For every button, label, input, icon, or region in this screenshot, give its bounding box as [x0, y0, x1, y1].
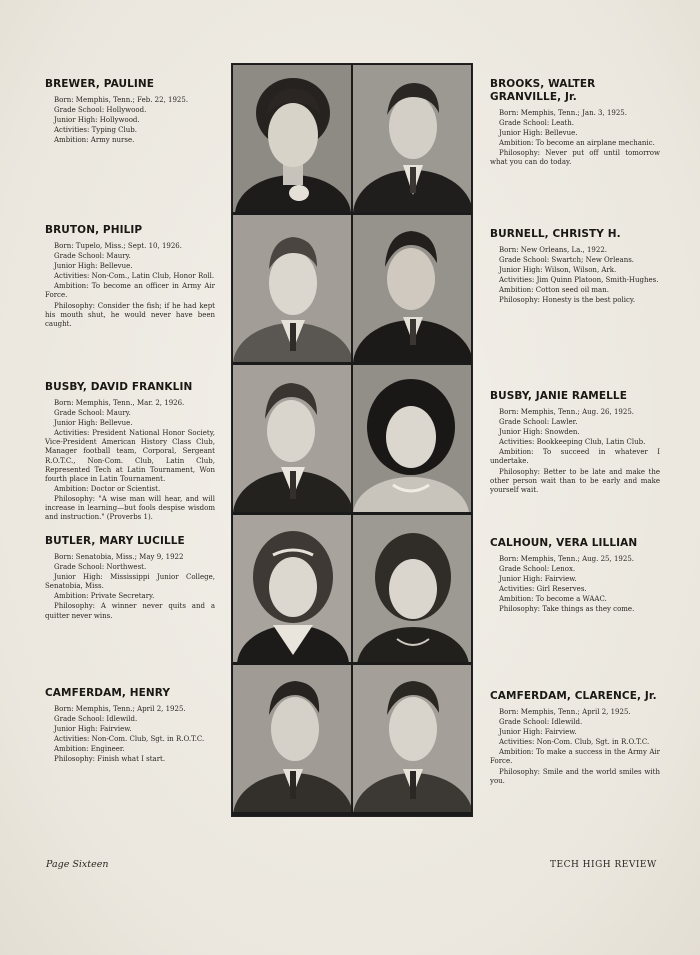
info-line: Activities: Non-Com. Club, Sgt. in R.O.T.C.: [54, 735, 205, 744]
student-name: CALHOUN, VERA LILLIAN: [490, 537, 638, 549]
student-name: BUSBY, JANIE RAMELLE: [490, 390, 627, 402]
info-line: Grade School: Idlewild.: [499, 718, 583, 727]
info-line: Junior High: Bellevue.: [499, 129, 578, 138]
student-name: BUTLER, MARY LUCILLE: [45, 535, 185, 547]
info-line: Junior High: Fairview.: [54, 725, 132, 734]
info-line: Born: Memphis, Tenn., Mar. 2, 1926.: [54, 399, 185, 407]
info-line: Born: Memphis, Tenn.; April 2, 1925.: [54, 705, 186, 713]
portrait-grid: [231, 63, 473, 817]
info-line: Born: Tupelo, Miss.; Sept. 10, 1926.: [54, 242, 182, 250]
info-line: Activities: Non-Com. Club, Sgt. in R.O.T.C.: [499, 738, 650, 747]
student-name: CAMFERDAM, HENRY: [45, 687, 171, 699]
info-line: Ambition: Private Secretary.: [54, 592, 155, 601]
student-entry-busby-david: [45, 381, 215, 523]
info-line: Grade School: Maury.: [54, 409, 131, 418]
student-info: [490, 555, 660, 615]
student-entry-burnell: [490, 228, 660, 307]
info-line: Born: Memphis, Tenn.; Aug. 25, 1925.: [499, 555, 634, 563]
info-line: Born: New Orleans, La., 1922.: [499, 246, 608, 254]
info-line: Grade School: Hollywood.: [54, 106, 147, 115]
portrait-photo: [233, 215, 351, 362]
student-info: [45, 96, 215, 145]
info-line: Grade School: Lenox.: [499, 565, 576, 574]
portrait-photo: [233, 515, 351, 662]
info-line: Activities: Typing Club.: [54, 126, 137, 135]
info-line: Ambition: Engineer.: [54, 745, 125, 754]
info-line: Philosophy: Consider the fish; if he had kept his mouth shut, he would never have been caught.: [45, 301, 215, 328]
info-line: Activities: Bookkeeping Club, Latin Club.: [499, 438, 646, 447]
student-entry-camferdam-henry: [45, 687, 215, 766]
student-name: BURNELL, CHRISTY H.: [490, 228, 621, 240]
info-line: Junior High: Bellevue.: [54, 262, 133, 271]
info-line: Ambition: To become an officer in Army Air Force.: [45, 282, 215, 300]
info-line: Ambition: Army nurse.: [54, 136, 135, 145]
portrait-photo: [233, 665, 351, 812]
portrait-photo: [353, 365, 471, 512]
student-info: [490, 708, 660, 786]
info-line: Activities: Jim Quinn Platoon, Smith-Hughes.: [499, 276, 659, 285]
info-line: Grade School: Leath.: [499, 119, 574, 128]
info-line: Junior High: Mississippi Junior College, Senatobia, Miss.: [45, 573, 215, 591]
info-line: Activities: President National Honor Society, Vice-President American History Class Club, Manager football team, Corporal, Sergeant R.O.T.C., Non-Com. Club, Latin Club, Represented Tech at Latin Tournament, Won fourth place in Latin Tournament.: [45, 429, 215, 483]
student-name: BRUTON, PHILIP: [45, 224, 143, 236]
info-line: Philosophy: A winner never quits and a quitter never wins.: [45, 602, 215, 620]
page-number: Page Sixteen: [46, 859, 109, 870]
student-entry-busby-janie: [490, 390, 660, 496]
info-line: Born: Memphis, Tenn.; Aug. 26, 1925.: [499, 408, 634, 416]
info-line: Born: Memphis, Tenn.; Jan. 3, 1925.: [499, 109, 627, 117]
student-info: [45, 553, 215, 621]
student-entry-brewer: [45, 78, 215, 146]
portrait-photo: [353, 65, 471, 212]
publication-title: TECH HIGH REVIEW: [550, 860, 657, 870]
student-info: [45, 705, 215, 765]
info-line: Philosophy: Better to be late and make the other person wait than to be early and make yourself wait.: [490, 467, 660, 494]
info-line: Junior High: Fairview.: [499, 728, 577, 737]
student-info: [490, 246, 660, 306]
info-line: Junior High: Fairview.: [499, 575, 577, 584]
student-name: BROOKS, WALTER GRANVILLE, Jr.: [490, 78, 596, 103]
info-line: Grade School: Swartch; New Orleans.: [499, 256, 635, 265]
student-entry-bruton: [45, 224, 215, 330]
student-info: [490, 408, 660, 495]
info-line: Grade School: Idlewild.: [54, 715, 138, 724]
student-info: [45, 399, 215, 522]
student-info: [45, 242, 215, 329]
portrait-photo: [233, 365, 351, 512]
info-line: Ambition: Cotton seed oil man.: [499, 286, 609, 295]
info-line: Grade School: Northwest.: [54, 563, 147, 572]
info-line: Philosophy: Take things as they come.: [499, 605, 635, 614]
info-line: Junior High: Hollywood.: [54, 116, 140, 125]
info-line: Activities: Non-Com., Latin Club, Honor Roll.: [54, 272, 215, 281]
info-line: Philosophy: Honesty is the best policy.: [499, 296, 636, 305]
student-entry-camferdam-clarence: [490, 690, 660, 787]
student-name: CAMFERDAM, CLARENCE, Jr.: [490, 690, 657, 702]
student-name: BUSBY, DAVID FRANKLIN: [45, 381, 193, 393]
info-line: Junior High: Bellevue.: [54, 419, 133, 428]
info-line: Activities: Girl Reserves.: [499, 585, 587, 594]
student-info: [490, 109, 660, 168]
student-entry-butler: [45, 535, 215, 622]
portrait-photo: [353, 215, 471, 362]
info-line: Grade School: Lawler.: [499, 418, 578, 427]
info-line: Born: Senatobia, Miss.; May 9, 1922: [54, 553, 184, 561]
info-line: Junior High: Wilson, Wilson, Ark.: [499, 266, 617, 275]
info-line: Ambition: Doctor or Scientist.: [54, 484, 161, 493]
info-line: Ambition: To become a WAAC.: [499, 595, 607, 604]
portrait-photo: [233, 65, 351, 212]
info-line: Philosophy: "A wise man will hear, and will increase in learning—but fools despise wisdom and instruction." (Proverbs 1).: [45, 494, 215, 522]
info-line: Ambition: To become an airplane mechanic.: [499, 139, 655, 148]
student-entry-brooks: [490, 78, 660, 169]
student-name: BREWER, PAULINE: [45, 78, 155, 90]
portrait-photo: [353, 665, 471, 812]
student-entry-calhoun: [490, 537, 660, 616]
info-line: Born: Memphis, Tenn.; Feb. 22, 1925.: [54, 96, 189, 104]
portrait-photo: [353, 515, 471, 662]
info-line: Ambition: To succeed in whatever I undertake.: [490, 448, 660, 466]
info-line: Born: Memphis, Tenn.; April 2, 1925.: [499, 708, 631, 716]
info-line: Philosophy: Finish what I start.: [54, 755, 166, 764]
info-line: Philosophy: Never put off until tomorrow what you can do today.: [490, 149, 660, 167]
info-line: Philosophy: Smile and the world smiles with you.: [490, 767, 660, 785]
info-line: Junior High: Snowden.: [499, 428, 580, 437]
info-line: Ambition: To make a success in the Army Air Force.: [490, 748, 660, 766]
info-line: Grade School: Maury.: [54, 252, 131, 261]
